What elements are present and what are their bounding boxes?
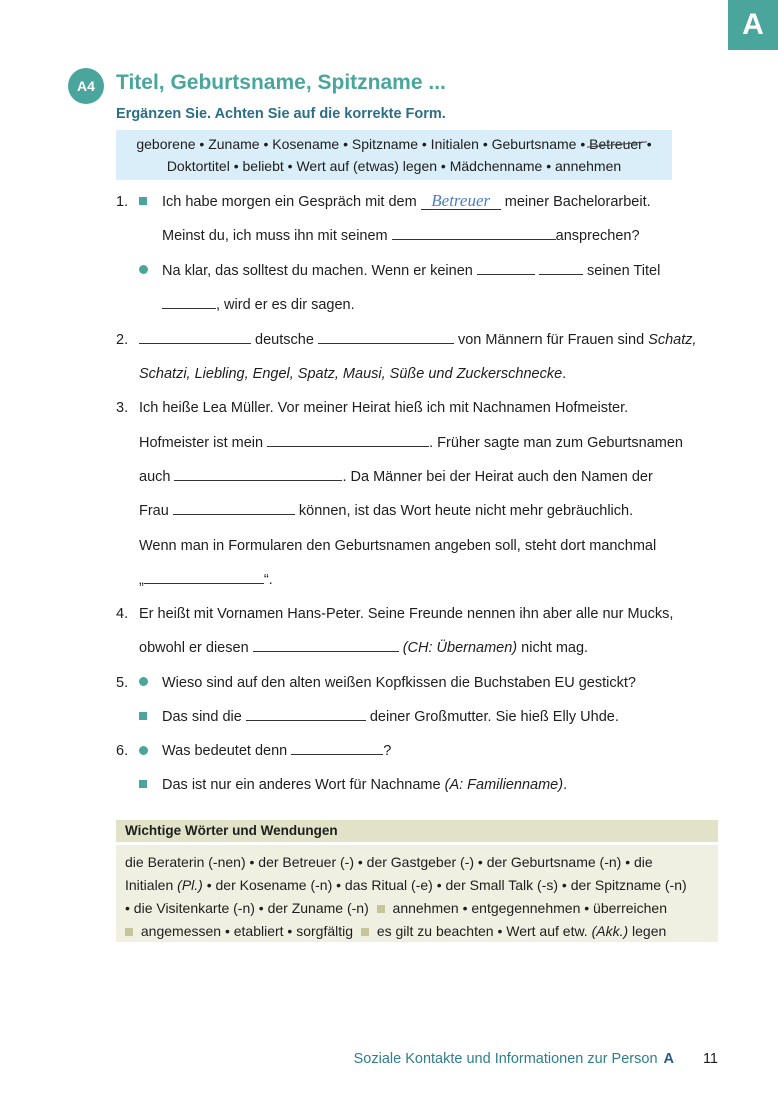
- item-1-line-4: [162, 295, 355, 315]
- text: Na klar, das solltest du machen. Wenn er keinen: [162, 263, 473, 279]
- item-3-line-3: [139, 467, 653, 487]
- blank-field[interactable]: [246, 707, 366, 721]
- speaker-square-icon: [139, 780, 147, 788]
- speaker-dot-icon: [139, 677, 148, 686]
- text: .: [562, 366, 567, 382]
- text: Hofmeister ist mein: [139, 435, 264, 451]
- text: .: [563, 777, 568, 793]
- text: legen: [632, 923, 667, 939]
- text: Initialen: [125, 877, 174, 893]
- word-list: geborene • Zuname • Kosename • Spitzname • Initialen • Geburtsname •: [136, 136, 590, 152]
- exercise-instruction: Ergänzen Sie. Achten Sie auf die korrekte Form.: [116, 106, 446, 122]
- blank-field[interactable]: [162, 295, 216, 309]
- item-1-line-1: [162, 192, 651, 212]
- item-4-line-1: Er heißt mit Vornamen Hans-Peter. Seine Freunde nennen ihn aber alle nur Mucks,: [139, 606, 674, 622]
- text: es gilt zu beachten • Wert auf etw.: [376, 923, 588, 939]
- text: • die Visitenkarte (-n) • der Zuname (-n): [125, 900, 369, 916]
- vocab-line-2: [125, 874, 709, 897]
- chapter-letter: A: [663, 1051, 674, 1067]
- text: . Früher sagte man zum Geburtsnamen: [429, 435, 683, 451]
- word-box-line-2: Doktortitel • beliebt • Wert auf (etwas) legen • Mädchenname • annehmen: [166, 158, 622, 174]
- text: (Pl.): [177, 877, 203, 893]
- separator-square-icon: [361, 928, 369, 936]
- text: obwohl er diesen: [139, 640, 249, 656]
- text: • der Kosename (-n) • das Ritual (-e) • der Small Talk (-s) • der Spitzname (-n): [206, 877, 687, 893]
- item-6-line-1: [162, 741, 391, 761]
- vocab-line-4: [125, 920, 709, 943]
- item-number: 5.: [116, 675, 129, 691]
- text: deutsche: [255, 332, 314, 348]
- text: nicht mag.: [521, 640, 589, 656]
- text: seinen Titel: [586, 263, 661, 279]
- text: ansprechen?: [555, 228, 640, 244]
- text: Meinst du, ich muss ihn mit seinem: [162, 228, 388, 244]
- text: Ich habe morgen ein Gespräch mit dem: [162, 194, 417, 210]
- chapter-tab: A: [728, 0, 778, 50]
- separator-square-icon: [125, 928, 133, 936]
- blank-field[interactable]: [477, 261, 535, 275]
- speaker-square-icon: [139, 197, 147, 205]
- blank-field[interactable]: [144, 570, 264, 584]
- text: “.: [263, 572, 273, 588]
- vocab-line-1: die Beraterin (-nen) • der Betreuer (-) • der Gastgeber (-) • der Geburtsname (-n) • die: [125, 854, 653, 870]
- item-number: 2.: [116, 332, 129, 348]
- item-number: 3.: [116, 400, 129, 416]
- speaker-dot-icon: [139, 265, 148, 274]
- text: ?: [383, 743, 392, 759]
- item-1-line-3: [162, 261, 660, 281]
- word-box-line-1: [116, 133, 672, 155]
- item-3-line-5: Wenn man in Formularen den Geburtsnamen angeben soll, steht dort manchmal: [139, 538, 657, 554]
- blank-field[interactable]: [253, 638, 399, 652]
- item-3-line-1: Ich heiße Lea Müller. Vor meiner Heirat hieß ich mit Nachnamen Hofmeister.: [139, 400, 629, 416]
- item-6-line-2: [162, 775, 567, 795]
- item-1-line-2: [162, 226, 640, 246]
- footer-chapter: [354, 1051, 674, 1067]
- chapter-title: Soziale Kontakte und Informationen zur Person: [353, 1051, 658, 1067]
- word-list-end: •: [642, 136, 652, 152]
- text: . Da Männer bei der Heirat auch den Namen der: [342, 469, 653, 485]
- text: , wird er es dir sagen.: [216, 297, 355, 313]
- text: „: [139, 572, 144, 588]
- blank-field[interactable]: [291, 741, 383, 755]
- item-4-line-2: [139, 638, 588, 658]
- text: (Akk.): [591, 923, 629, 939]
- item-3-line-2: [139, 433, 683, 453]
- blank-field[interactable]: [267, 433, 429, 447]
- blank-field[interactable]: [139, 330, 251, 344]
- text: Was bedeutet denn: [162, 743, 288, 759]
- text: auch: [139, 469, 171, 485]
- item-2-line-2: [139, 364, 566, 384]
- text: (CH: Übernamen): [402, 640, 518, 656]
- speaker-square-icon: [139, 712, 147, 720]
- exercise-title: Titel, Geburtsname, Spitzname ...: [116, 71, 446, 94]
- text: meiner Bachelorarbeit.: [504, 194, 651, 210]
- blank-field[interactable]: [392, 226, 556, 240]
- blank-field[interactable]: [318, 330, 454, 344]
- blank-field[interactable]: [174, 467, 342, 481]
- answer-example: Betreuer: [421, 193, 501, 210]
- word-box: [116, 130, 672, 180]
- item-number: 4.: [116, 606, 129, 622]
- separator-square-icon: [377, 905, 385, 913]
- speaker-dot-icon: [139, 746, 148, 755]
- exercise-badge: A4: [68, 68, 104, 104]
- vocab-line-3: [125, 897, 709, 920]
- text: Das sind die: [162, 709, 242, 725]
- text: deiner Großmutter. Sie hieß Elly Uhde.: [369, 709, 619, 725]
- blank-field[interactable]: [539, 261, 583, 275]
- text: (A: Familienname): [444, 777, 564, 793]
- item-number: 6.: [116, 743, 129, 759]
- text: angemessen • etabliert • sorgfältig: [140, 923, 354, 939]
- text: Schatz,: [648, 332, 697, 348]
- item-5-line-1: Wieso sind auf den alten weißen Kopfkissen die Buchstaben EU gestickt?: [162, 675, 636, 691]
- crossed-word: Betreuer: [589, 136, 643, 152]
- item-2-line-1: [139, 330, 697, 350]
- vocab-heading: Wichtige Wörter und Wendungen: [116, 820, 718, 842]
- item-3-line-4: [139, 501, 633, 521]
- item-number: 1.: [116, 194, 129, 210]
- text: annehmen • entgegennehmen • überreichen: [392, 900, 667, 916]
- item-3-line-6: [139, 570, 273, 590]
- text: Frau: [139, 503, 169, 519]
- item-5-line-2: [162, 707, 619, 727]
- vocab-list: [116, 845, 718, 942]
- text: Das ist nur ein anderes Wort für Nachname: [162, 777, 441, 793]
- text: von Männern für Frauen sind: [457, 332, 645, 348]
- text: Schatzi, Liebling, Engel, Spatz, Mausi, Süße und Zuckerschnecke: [139, 366, 563, 382]
- page-number: 11: [702, 1051, 718, 1067]
- text: können, ist das Wort heute nicht mehr gebräuchlich.: [298, 503, 634, 519]
- blank-field[interactable]: [173, 501, 295, 515]
